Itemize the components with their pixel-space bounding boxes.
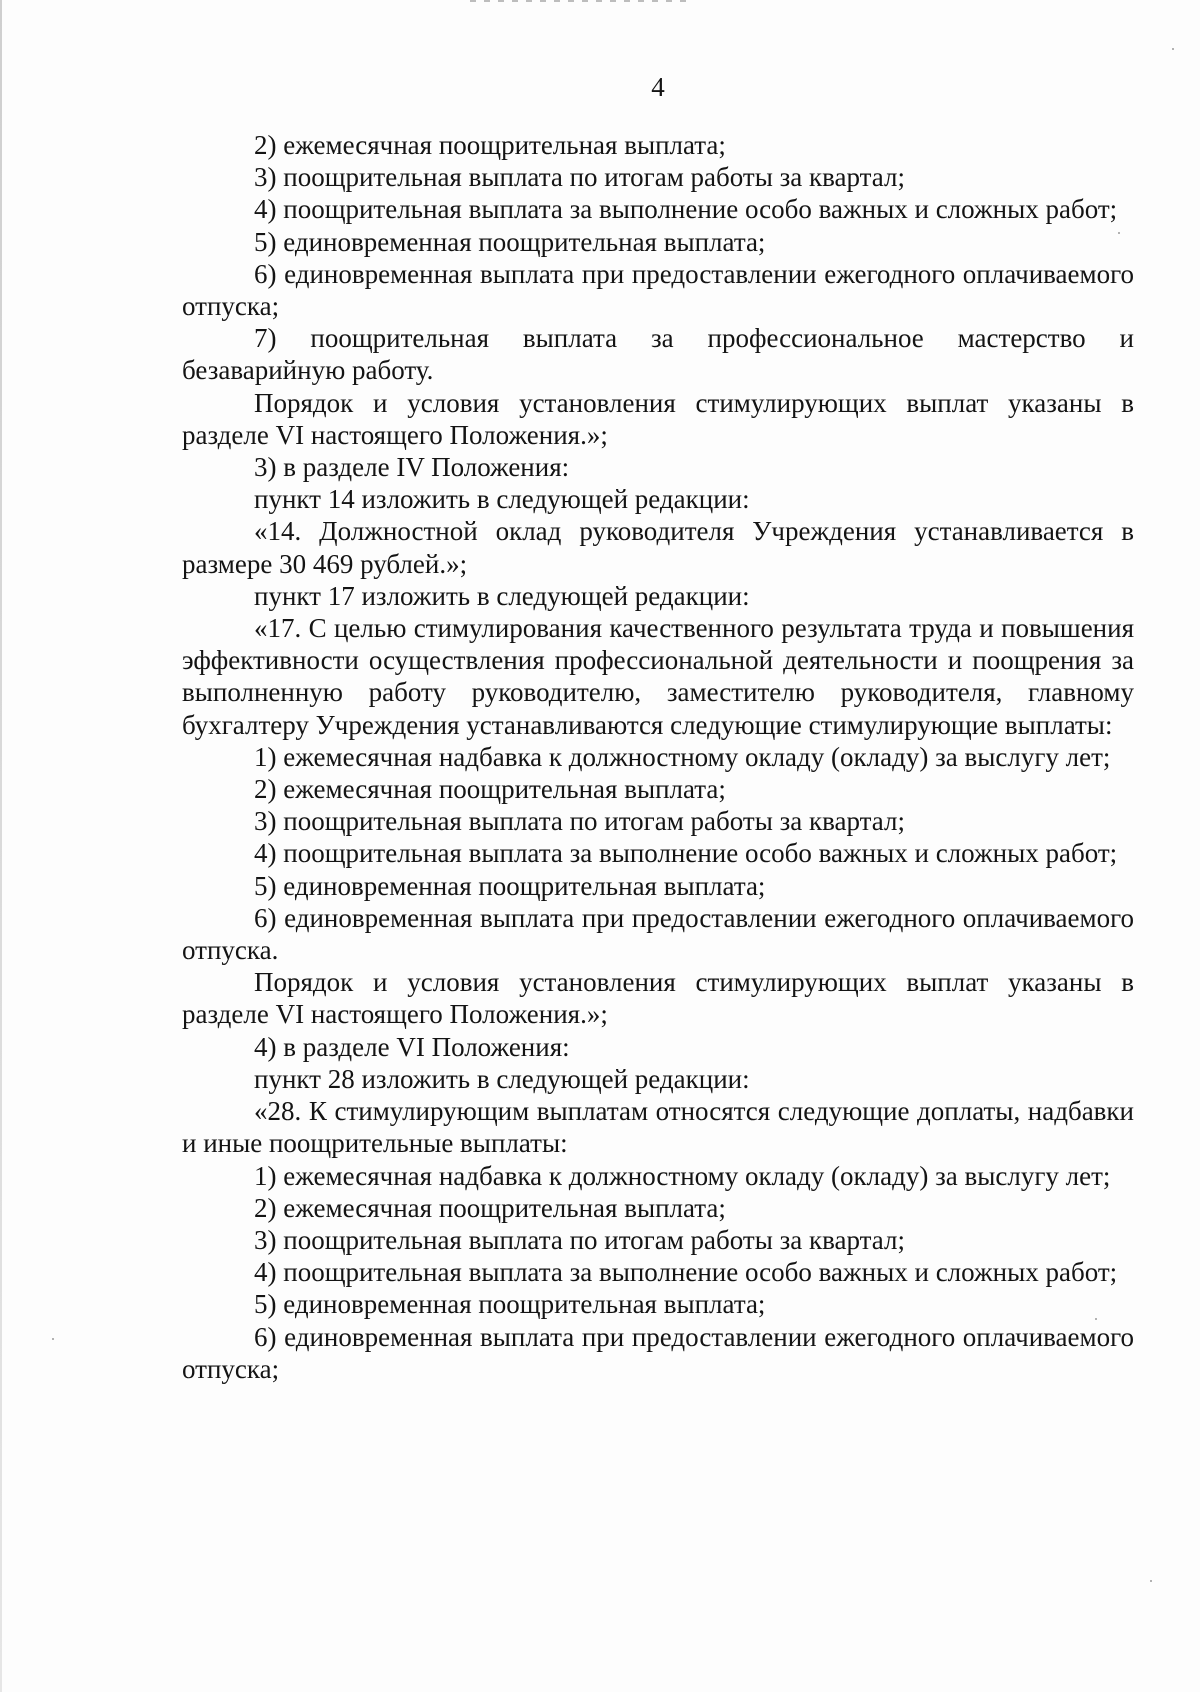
paragraph: 2) ежемесячная поощрительная выплата; (254, 130, 726, 160)
paragraph: 4) поощрительная выплата за выполнение особо важных и сложных работ; (254, 838, 1118, 869)
document-body (182, 129, 1134, 1385)
paragraph: Порядок и условия установления стимулирующих выплат указаны в разделе VI настоящего Положения.»; (182, 967, 1134, 1030)
scan-speck (1150, 1580, 1152, 1582)
scan-speck (1172, 48, 1174, 50)
scan-left-edge (0, 0, 2, 1692)
paragraph: «17. С целью стимулирования качественного результата труда и повышения эффективности осуществления профессиональной деятельности и поощрения за выполненную работу руководителю, заместителю руководителя, главному бухгалтеру Учреждения устанавливаются следующие стимулирующие выплаты: (182, 613, 1134, 740)
paragraph: 1) ежемесячная надбавка к должностному окладу (окладу) за выслугу лет; (254, 1160, 1111, 1191)
paragraph: 7) поощрительная выплата за профессиональное мастерство и безаварийную работу. (182, 323, 1134, 386)
scan-speck (52, 1338, 54, 1340)
paragraph: 3) поощрительная выплата по итогам работы за квартал; (254, 162, 905, 193)
paragraph: 6) единовременная выплата при предоставлении ежегодного оплачиваемого отпуска; (182, 258, 1134, 322)
paragraph: 4) в разделе VI Положения: (254, 1031, 570, 1062)
paragraph: пункт 28 изложить в следующей редакции: (254, 1063, 750, 1094)
scan-top-edge (470, 0, 690, 2)
paragraph: «28. К стимулирующим выплатам относятся следующие доплаты, надбавки и иные поощрительные выплаты: (182, 1096, 1134, 1159)
paragraph: 3) поощрительная выплата по итогам работы за квартал; (254, 1224, 905, 1255)
paragraph: 5) единовременная поощрительная выплата; (254, 226, 766, 257)
paragraph: Порядок и условия установления стимулирующих выплат указаны в разделе VI настоящего Положения.»; (182, 387, 1134, 450)
paragraph: 2) ежемесячная поощрительная выплата; (254, 774, 726, 805)
page-number: 4 (651, 72, 665, 102)
paragraph: 3) в разделе IV Положения: (254, 452, 570, 483)
paragraph: пункт 17 изложить в следующей редакции: (254, 580, 750, 611)
paragraph: 5) единовременная поощрительная выплата; (254, 1289, 766, 1320)
paragraph: 5) единовременная поощрительная выплата; (254, 870, 766, 901)
paragraph: 6) единовременная выплата при предоставлении ежегодного оплачиваемого отпуска; (182, 1321, 1134, 1384)
paragraph: 4) поощрительная выплата за выполнение особо важных и сложных работ; (254, 194, 1118, 225)
paragraph: 6) единовременная выплата при предоставлении ежегодного оплачиваемого отпуска. (182, 902, 1134, 966)
paragraph: 3) поощрительная выплата по итогам работы за квартал; (254, 806, 905, 837)
paragraph: «14. Должностной оклад руководителя Учреждения устанавливается в размере 30 469 рублей.»; (182, 516, 1134, 579)
paragraph: 1) ежемесячная надбавка к должностному окладу (окладу) за выслугу лет; (254, 741, 1111, 772)
paragraph: пункт 14 изложить в следующей редакции: (254, 484, 750, 515)
paragraph: 4) поощрительная выплата за выполнение особо важных и сложных работ; (254, 1257, 1118, 1288)
paragraph: 2) ежемесячная поощрительная выплата; (254, 1192, 726, 1223)
